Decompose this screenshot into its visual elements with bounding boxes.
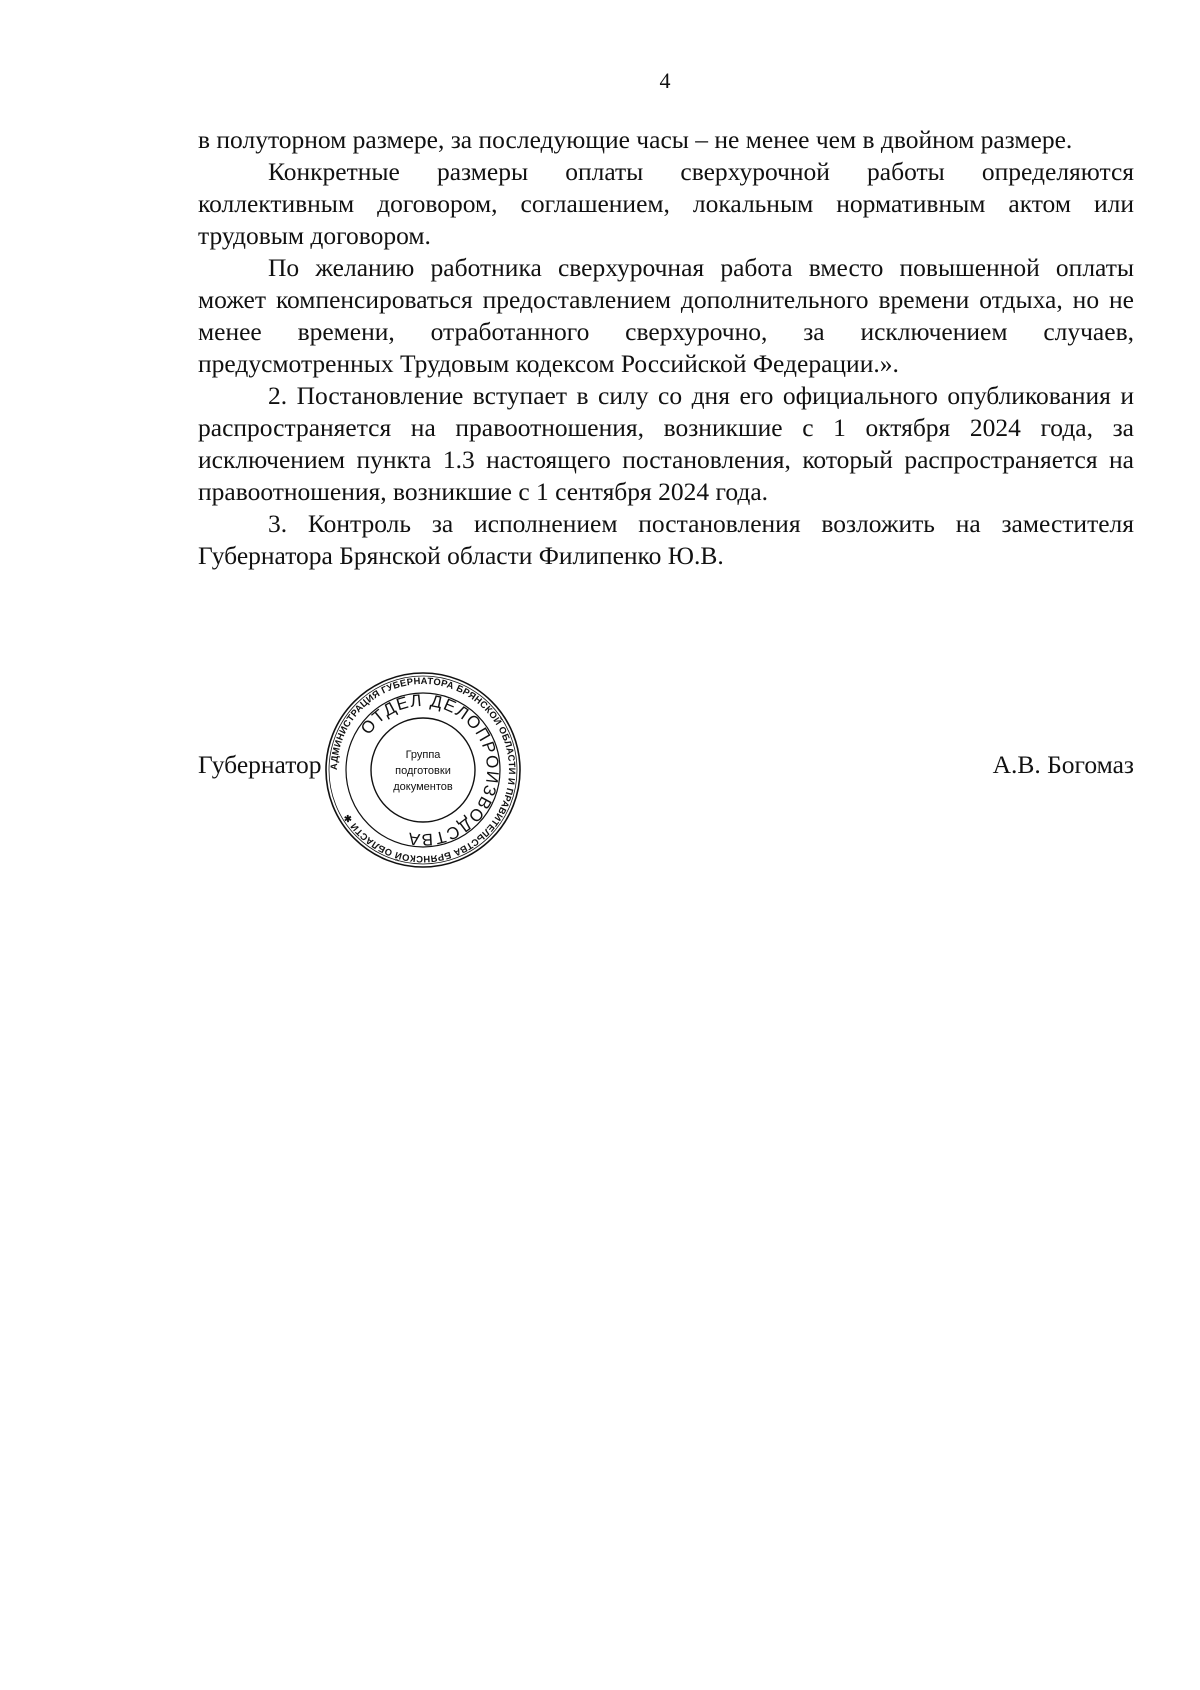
paragraph-overtime-rate: в полуторном размере, за последующие часы – не менее чем в двойном размере. <box>198 125 1073 154</box>
stamp-center-line-1: Группа <box>405 749 441 761</box>
paragraph-compensation: По желанию работника сверхурочная работа вместо повышенной оплаты может компенсироваться предоставлением дополнительного времени отдыха, но не менее времени, отработанного сверхурочно, за исключением случаев, предусмотренных Трудовым кодексом Российской Федерации.». <box>198 253 1134 378</box>
stamp-center-line-2: подготовки <box>395 765 451 777</box>
paragraph-control: 3. Контроль за исполнением постановления возложить на заместителя Губернатора Брянской области Филипенко Ю.В. <box>198 509 1134 570</box>
stamp-outer-text: АДМИНИСТРАЦИЯ ГУБЕРНАТОРА БРЯНСКОЙ ОБЛАСТИ И ПРАВИТЕЛЬСТВА БРЯНСКОЙ ОБЛАСТИ ✱ <box>327 674 519 866</box>
official-stamp <box>323 670 523 870</box>
signatory-title: Губернатор <box>198 750 322 779</box>
paragraph-specific-rates: Конкретные размеры оплаты сверхурочной работы определяются коллективным договором, соглашением, локальным нормативным актом или трудовым договором. <box>198 157 1134 250</box>
document-body <box>198 124 1134 572</box>
stamp-middle-text: ОТДЕЛ ДЕЛОПРОИЗВОДСТВА <box>356 690 503 850</box>
stamp-seal-icon <box>323 670 523 870</box>
page-number: 4 <box>659 68 671 93</box>
signatory-name: А.В. Богомаз <box>992 750 1134 779</box>
stamp-center-line-3: документов <box>393 781 453 793</box>
paragraph-effective-date: 2. Постановление вступает в силу со дня его официального опубликования и распространяется на правоотношения, возникшие с 1 октября 2024 года, за исключением пункта 1.3 настоящего постановления, который распространяется на правоотношения, возникшие с 1 сентября 2024 года. <box>198 381 1134 506</box>
